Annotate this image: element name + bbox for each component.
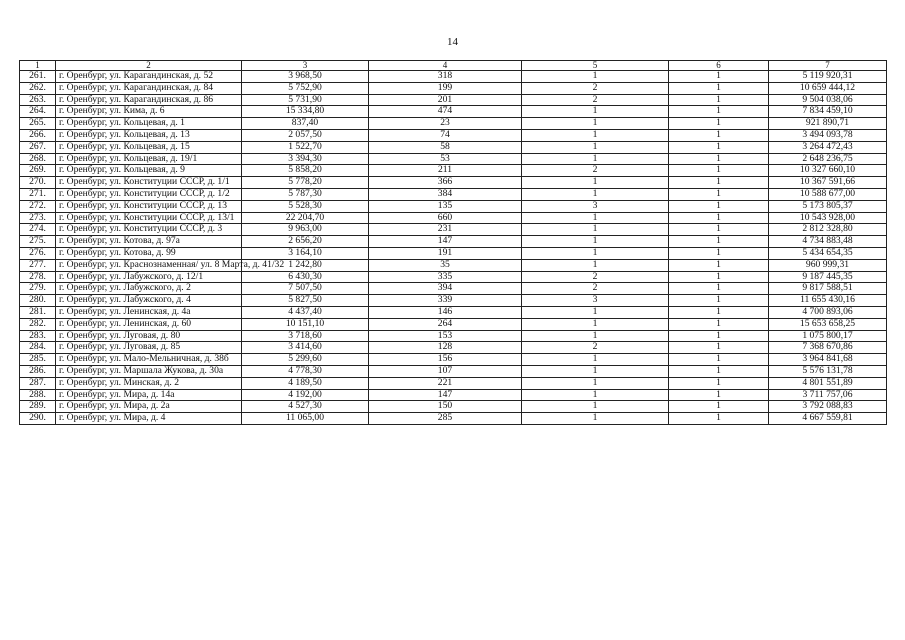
residents-cell: 394 [369, 283, 522, 295]
cost-cell: 5 576 131,78 [769, 365, 887, 377]
column-5-cell: 2 [522, 342, 669, 354]
column-5-cell: 1 [522, 129, 669, 141]
column-6-cell: 1 [669, 118, 769, 130]
table-row [20, 212, 887, 224]
address-cell: г. Оренбург, ул. Лабужского, д. 2 [56, 283, 242, 295]
residents-cell: 199 [369, 82, 522, 94]
column-header: 3 [242, 61, 369, 71]
area-cell: 3 394,30 [242, 153, 369, 165]
address-cell: г. Оренбург, ул. Мира, д. 14а [56, 389, 242, 401]
column-header: 4 [369, 61, 522, 71]
address-cell: г. Оренбург, ул. Кольцевая, д. 19/1 [56, 153, 242, 165]
row-number: 271. [20, 188, 56, 200]
area-cell: 4 437,40 [242, 306, 369, 318]
area-cell: 3 164,10 [242, 247, 369, 259]
cost-cell: 10 659 444,12 [769, 82, 887, 94]
residents-cell: 384 [369, 188, 522, 200]
row-number: 281. [20, 306, 56, 318]
column-6-cell: 1 [669, 271, 769, 283]
row-number: 280. [20, 295, 56, 307]
residents-cell: 231 [369, 224, 522, 236]
residents-cell: 146 [369, 306, 522, 318]
residents-cell: 660 [369, 212, 522, 224]
column-5-cell: 3 [522, 200, 669, 212]
table-row [20, 365, 887, 377]
column-6-cell: 1 [669, 377, 769, 389]
header-row [20, 61, 887, 71]
column-5-cell: 1 [522, 236, 669, 248]
column-6-cell: 1 [669, 82, 769, 94]
table-row [20, 342, 887, 354]
row-number: 270. [20, 177, 56, 189]
column-5-cell: 2 [522, 82, 669, 94]
column-header: 5 [522, 61, 669, 71]
column-6-cell: 1 [669, 283, 769, 295]
table-row [20, 354, 887, 366]
residents-cell: 58 [369, 141, 522, 153]
cost-cell: 3 711 757,06 [769, 389, 887, 401]
column-5-cell: 1 [522, 212, 669, 224]
area-cell: 15 334,80 [242, 106, 369, 118]
column-5-cell: 2 [522, 271, 669, 283]
table-row [20, 129, 887, 141]
table-row [20, 82, 887, 94]
area-cell: 3 718,60 [242, 330, 369, 342]
cost-cell: 4 667 559,81 [769, 413, 887, 425]
area-cell: 5 787,30 [242, 188, 369, 200]
address-cell: г. Оренбург, ул. Карагандинская, д. 52 [56, 71, 242, 83]
table-row [20, 401, 887, 413]
address-cell: г. Оренбург, ул. Краснознаменная/ ул. 8 Марта, д. 41/32 [56, 259, 242, 271]
residents-cell: 35 [369, 259, 522, 271]
row-number: 275. [20, 236, 56, 248]
cost-cell: 921 890,71 [769, 118, 887, 130]
cost-cell: 10 543 928,00 [769, 212, 887, 224]
area-cell: 2 057,50 [242, 129, 369, 141]
row-number: 273. [20, 212, 56, 224]
address-cell: г. Оренбург, ул. Конституции СССР, д. 1/2 [56, 188, 242, 200]
address-cell: г. Оренбург, ул. Котова, д. 97а [56, 236, 242, 248]
column-6-cell: 1 [669, 129, 769, 141]
table-row [20, 271, 887, 283]
table-row [20, 177, 887, 189]
column-6-cell: 1 [669, 153, 769, 165]
cost-cell: 3 964 841,68 [769, 354, 887, 366]
area-cell: 9 963,00 [242, 224, 369, 236]
area-cell: 4 778,30 [242, 365, 369, 377]
cost-cell: 4 801 551,89 [769, 377, 887, 389]
row-number: 264. [20, 106, 56, 118]
address-cell: г. Оренбург, ул. Кольцевая, д. 13 [56, 129, 242, 141]
residents-cell: 339 [369, 295, 522, 307]
residents-cell: 147 [369, 389, 522, 401]
table-row [20, 141, 887, 153]
cost-cell: 4 700 893,06 [769, 306, 887, 318]
column-header: 6 [669, 61, 769, 71]
column-6-cell: 1 [669, 389, 769, 401]
table-row [20, 165, 887, 177]
address-cell: г. Оренбург, ул. Лабужского, д. 4 [56, 295, 242, 307]
residents-cell: 156 [369, 354, 522, 366]
column-6-cell: 1 [669, 354, 769, 366]
cost-cell: 7 368 670,86 [769, 342, 887, 354]
column-5-cell: 1 [522, 153, 669, 165]
address-cell: г. Оренбург, ул. Луговая, д. 80 [56, 330, 242, 342]
row-number: 278. [20, 271, 56, 283]
column-6-cell: 1 [669, 177, 769, 189]
cost-cell: 3 494 093,78 [769, 129, 887, 141]
table-row [20, 224, 887, 236]
row-number: 266. [20, 129, 56, 141]
row-number: 283. [20, 330, 56, 342]
address-cell: г. Оренбург, ул. Кольцевая, д. 1 [56, 118, 242, 130]
address-cell: г. Оренбург, ул. Карагандинская, д. 86 [56, 94, 242, 106]
table-row [20, 377, 887, 389]
column-6-cell: 1 [669, 330, 769, 342]
table-row [20, 188, 887, 200]
area-cell: 4 527,30 [242, 401, 369, 413]
residents-cell: 285 [369, 413, 522, 425]
row-number: 288. [20, 389, 56, 401]
housing-registry-table [19, 60, 887, 425]
column-6-cell: 1 [669, 200, 769, 212]
column-5-cell: 2 [522, 165, 669, 177]
table-row [20, 236, 887, 248]
column-6-cell: 1 [669, 188, 769, 200]
column-5-cell: 1 [522, 389, 669, 401]
address-cell: г. Оренбург, ул. Кольцевая, д. 9 [56, 165, 242, 177]
address-cell: г. Оренбург, ул. Лабужского, д. 12/1 [56, 271, 242, 283]
address-cell: г. Оренбург, ул. Ленинская, д. 4а [56, 306, 242, 318]
table-row [20, 106, 887, 118]
table-row [20, 295, 887, 307]
column-6-cell: 1 [669, 295, 769, 307]
column-6-cell: 1 [669, 342, 769, 354]
cost-cell: 10 588 677,00 [769, 188, 887, 200]
column-6-cell: 1 [669, 106, 769, 118]
area-cell: 22 204,70 [242, 212, 369, 224]
table-row [20, 413, 887, 425]
area-cell: 5 858,20 [242, 165, 369, 177]
column-header: 2 [56, 61, 242, 71]
column-5-cell: 1 [522, 377, 669, 389]
address-cell: г. Оренбург, ул. Кима, д. 6 [56, 106, 242, 118]
area-cell: 3 968,50 [242, 71, 369, 83]
column-6-cell: 1 [669, 224, 769, 236]
column-header: 1 [20, 61, 56, 71]
residents-cell: 23 [369, 118, 522, 130]
residents-cell: 264 [369, 318, 522, 330]
address-cell: г. Оренбург, ул. Конституции СССР, д. 3 [56, 224, 242, 236]
address-cell: г. Оренбург, ул. Маршала Жукова, д. 30а [56, 365, 242, 377]
area-cell: 3 414,60 [242, 342, 369, 354]
row-number: 276. [20, 247, 56, 259]
cost-cell: 5 434 654,35 [769, 247, 887, 259]
cost-cell: 3 792 088,83 [769, 401, 887, 413]
residents-cell: 335 [369, 271, 522, 283]
column-5-cell: 1 [522, 247, 669, 259]
cost-cell: 10 367 591,66 [769, 177, 887, 189]
residents-cell: 53 [369, 153, 522, 165]
column-5-cell: 1 [522, 401, 669, 413]
column-6-cell: 1 [669, 165, 769, 177]
row-number: 263. [20, 94, 56, 106]
column-5-cell: 1 [522, 365, 669, 377]
address-cell: г. Оренбург, ул. Мало-Мельничная, д. 38б [56, 354, 242, 366]
row-number: 267. [20, 141, 56, 153]
table-row [20, 389, 887, 401]
table-row [20, 71, 887, 83]
address-cell: г. Оренбург, ул. Котова, д. 99 [56, 247, 242, 259]
row-number: 282. [20, 318, 56, 330]
table-row [20, 118, 887, 130]
residents-cell: 211 [369, 165, 522, 177]
row-number: 274. [20, 224, 56, 236]
table-row [20, 153, 887, 165]
column-6-cell: 1 [669, 365, 769, 377]
area-cell: 4 192,00 [242, 389, 369, 401]
table-row [20, 259, 887, 271]
cost-cell: 15 653 658,25 [769, 318, 887, 330]
residents-cell: 201 [369, 94, 522, 106]
cost-cell: 9 187 445,35 [769, 271, 887, 283]
row-number: 272. [20, 200, 56, 212]
cost-cell: 11 655 430,16 [769, 295, 887, 307]
area-cell: 2 656,20 [242, 236, 369, 248]
column-5-cell: 1 [522, 177, 669, 189]
column-5-cell: 1 [522, 188, 669, 200]
address-cell: г. Оренбург, ул. Карагандинская, д. 84 [56, 82, 242, 94]
area-cell: 5 778,20 [242, 177, 369, 189]
area-cell: 1 242,80 [242, 259, 369, 271]
area-cell: 11 065,00 [242, 413, 369, 425]
cost-cell: 3 264 472,43 [769, 141, 887, 153]
address-cell: г. Оренбург, ул. Мира, д. 2а [56, 401, 242, 413]
cost-cell: 2 648 236,75 [769, 153, 887, 165]
area-cell: 5 299,60 [242, 354, 369, 366]
column-5-cell: 1 [522, 224, 669, 236]
address-cell: г. Оренбург, ул. Конституции СССР, д. 13 [56, 200, 242, 212]
cost-cell: 9 817 588,51 [769, 283, 887, 295]
table-row [20, 200, 887, 212]
address-cell: г. Оренбург, ул. Конституции СССР, д. 1/1 [56, 177, 242, 189]
column-6-cell: 1 [669, 71, 769, 83]
column-6-cell: 1 [669, 401, 769, 413]
column-5-cell: 1 [522, 259, 669, 271]
row-number: 262. [20, 82, 56, 94]
area-cell: 5 731,90 [242, 94, 369, 106]
address-cell: г. Оренбург, ул. Конституции СССР, д. 13/1 [56, 212, 242, 224]
address-cell: г. Оренбург, ул. Мира, д. 4 [56, 413, 242, 425]
row-number: 287. [20, 377, 56, 389]
cost-cell: 10 327 660,10 [769, 165, 887, 177]
column-6-cell: 1 [669, 413, 769, 425]
column-6-cell: 1 [669, 247, 769, 259]
address-cell: г. Оренбург, ул. Луговая, д. 85 [56, 342, 242, 354]
row-number: 279. [20, 283, 56, 295]
column-6-cell: 1 [669, 236, 769, 248]
column-6-cell: 1 [669, 94, 769, 106]
cost-cell: 4 734 883,48 [769, 236, 887, 248]
cost-cell: 9 504 038,06 [769, 94, 887, 106]
column-5-cell: 3 [522, 295, 669, 307]
address-cell: г. Оренбург, ул. Ленинская, д. 60 [56, 318, 242, 330]
residents-cell: 221 [369, 377, 522, 389]
table-row [20, 330, 887, 342]
column-6-cell: 1 [669, 259, 769, 271]
table-row [20, 306, 887, 318]
cost-cell: 7 834 459,10 [769, 106, 887, 118]
residents-cell: 318 [369, 71, 522, 83]
area-cell: 5 827,50 [242, 295, 369, 307]
area-cell: 837,40 [242, 118, 369, 130]
column-6-cell: 1 [669, 212, 769, 224]
row-number: 265. [20, 118, 56, 130]
residents-cell: 150 [369, 401, 522, 413]
residents-cell: 474 [369, 106, 522, 118]
table-row [20, 318, 887, 330]
page-number: 14 [447, 36, 458, 48]
column-5-cell: 1 [522, 306, 669, 318]
residents-cell: 153 [369, 330, 522, 342]
area-cell: 10 151,10 [242, 318, 369, 330]
cost-cell: 1 075 800,17 [769, 330, 887, 342]
row-number: 268. [20, 153, 56, 165]
column-5-cell: 1 [522, 318, 669, 330]
column-5-cell: 1 [522, 413, 669, 425]
address-cell: г. Оренбург, ул. Минская, д. 2 [56, 377, 242, 389]
cost-cell: 5 119 920,31 [769, 71, 887, 83]
column-header: 7 [769, 61, 887, 71]
residents-cell: 191 [369, 247, 522, 259]
residents-cell: 74 [369, 129, 522, 141]
area-cell: 7 507,50 [242, 283, 369, 295]
address-cell: г. Оренбург, ул. Кольцевая, д. 15 [56, 141, 242, 153]
area-cell: 4 189,50 [242, 377, 369, 389]
area-cell: 5 528,30 [242, 200, 369, 212]
row-number: 269. [20, 165, 56, 177]
column-6-cell: 1 [669, 318, 769, 330]
residents-cell: 128 [369, 342, 522, 354]
area-cell: 1 522,70 [242, 141, 369, 153]
column-5-cell: 1 [522, 141, 669, 153]
residents-cell: 135 [369, 200, 522, 212]
residents-cell: 366 [369, 177, 522, 189]
column-6-cell: 1 [669, 141, 769, 153]
residents-cell: 147 [369, 236, 522, 248]
table-row [20, 94, 887, 106]
column-5-cell: 1 [522, 118, 669, 130]
row-number: 286. [20, 365, 56, 377]
row-number: 261. [20, 71, 56, 83]
row-number: 277. [20, 259, 56, 271]
column-5-cell: 1 [522, 71, 669, 83]
row-number: 284. [20, 342, 56, 354]
residents-cell: 107 [369, 365, 522, 377]
row-number: 285. [20, 354, 56, 366]
column-5-cell: 2 [522, 283, 669, 295]
column-5-cell: 1 [522, 106, 669, 118]
cost-cell: 5 173 805,37 [769, 200, 887, 212]
cost-cell: 960 999,31 [769, 259, 887, 271]
column-5-cell: 2 [522, 94, 669, 106]
column-5-cell: 1 [522, 354, 669, 366]
column-5-cell: 1 [522, 330, 669, 342]
table-body [20, 71, 887, 425]
table-row [20, 247, 887, 259]
row-number: 290. [20, 413, 56, 425]
row-number: 289. [20, 401, 56, 413]
column-6-cell: 1 [669, 306, 769, 318]
cost-cell: 2 812 328,80 [769, 224, 887, 236]
area-cell: 5 752,90 [242, 82, 369, 94]
table-row [20, 283, 887, 295]
area-cell: 6 430,30 [242, 271, 369, 283]
